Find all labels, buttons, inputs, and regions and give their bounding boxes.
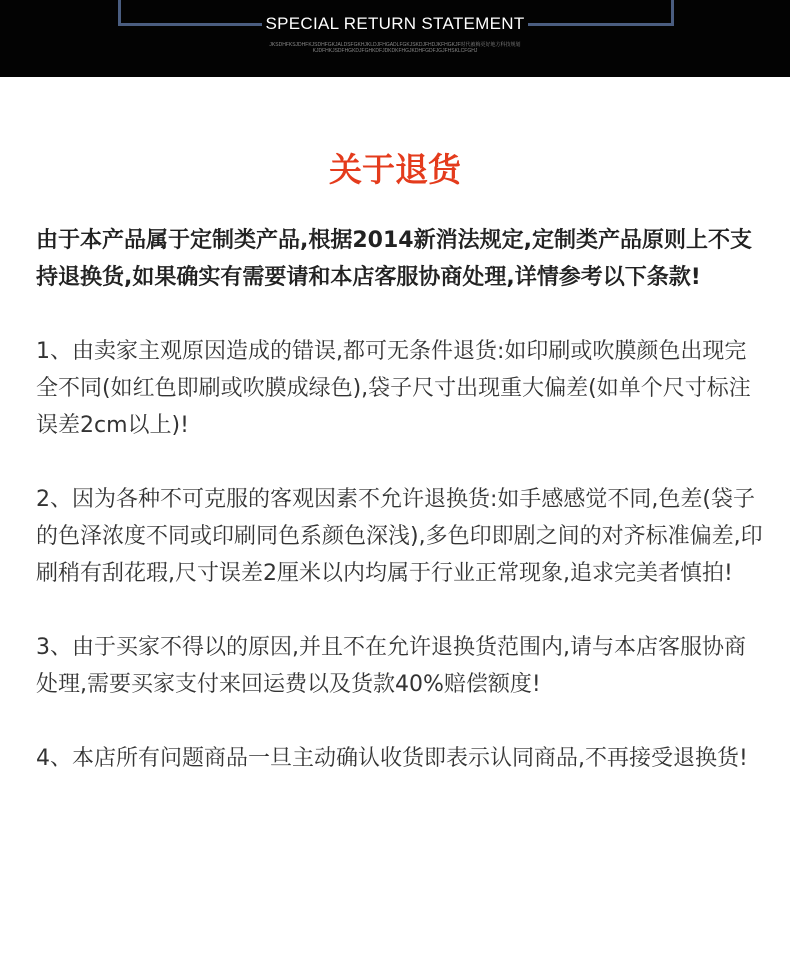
clause-1: 1、由卖家主观原因造成的错误,都可无条件退货:如印刷或吹膜颜色出现完全不同(如红色即刷或吹膜成绿色),袋子尺寸出现重大偏差(如单个尺寸标注误差2cm以上)! bbox=[36, 339, 751, 438]
banner-subtext-1: JKSDHFKSJDHFKJSDHFGKJALDSFGKHJKLDJFHGADLFGKJSKDJFHDJKFHGKJF时代被梅更好地方科技规划 bbox=[269, 42, 521, 48]
banner-title: SPECIAL RETURN STATEMENT bbox=[262, 14, 528, 34]
page-title: 关于退货 bbox=[329, 150, 461, 189]
clause-3: 3、由于买家不得以的原因,并且不在允许退换货范围内,请与本店客服协商处理,需要买家支付来回运费以及货款40%赔偿额度! bbox=[36, 635, 746, 697]
clause-4: 4、本店所有问题商品一旦主动确认收货即表示认同商品,不再接受退换货! bbox=[36, 746, 748, 771]
header-banner bbox=[0, 0, 790, 77]
return-policy bbox=[36, 222, 766, 814]
banner-subtext-2: KJDFHKJSDFHGKDJFGHKDFJDKDKFHGJKDHFGDFJGJFHSKLCFGHJ bbox=[312, 48, 478, 54]
clause-2: 2、因为各种不可克服的客观因素不允许退换货:如手感感觉不同,色差(袋子的色泽浓度不同或印刷同色系颜色深浅),多色印即剧之间的对齐标准偏差,印刷稍有刮花瑕,尺寸误差2厘米以内均属于行业正常现象,追求完美者慎拍! bbox=[36, 487, 763, 586]
intro-text: 由于本产品属于定制类产品,根据2014新消法规定,定制类产品原则上不支持退换货,如果确实有需要请和本店客服协商处理,详情参考以下条款! bbox=[36, 228, 752, 290]
